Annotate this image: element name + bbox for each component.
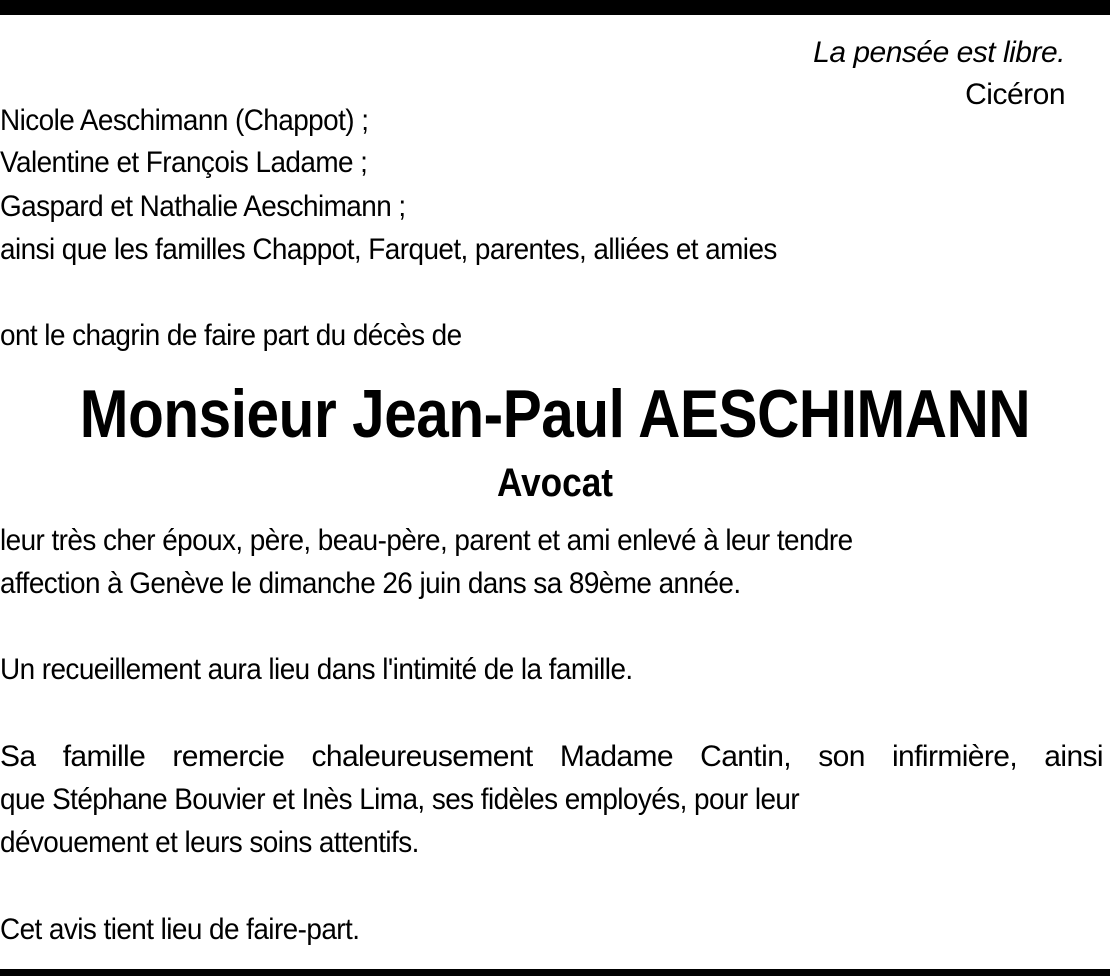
family-line-3: Gaspard et Nathalie Aeschimann ; — [0, 190, 406, 223]
ceremony-text: Un recueillement aura lieu dans l'intimité de la famille. — [0, 653, 633, 686]
top-border-rule — [0, 0, 1110, 15]
tribute-line-1: leur très cher époux, père, beau-père, parent et ami enlevé à leur tendre — [0, 524, 853, 557]
tribute-line-2: affection à Genève le dimanche 26 juin dans sa 89ème année. — [0, 567, 741, 600]
deceased-profession: Avocat — [496, 461, 614, 505]
family-line-1: Nicole Aeschimann (Chappot) ; — [0, 104, 369, 137]
family-line-2: Valentine et François Ladame ; — [0, 146, 368, 179]
bottom-border-rule — [0, 969, 1110, 976]
epigraph-text: La pensée est libre. — [813, 36, 1065, 69]
thanks-line-2: que Stéphane Bouvier et Inès Lima, ses fidèles employés, pour leur — [0, 783, 800, 816]
epigraph-author: Cicéron — [965, 78, 1065, 111]
thanks-line-3: dévouement et leurs soins attentifs. — [0, 826, 419, 859]
family-line-4: ainsi que les familles Chappot, Farquet, parentes, alliées et amies — [0, 233, 777, 266]
closing-text: Cet avis tient lieu de faire-part. — [0, 913, 360, 946]
thanks-line-1: Sa famille remercie chaleureusement Madame Cantin, son infirmière, ainsi — [0, 740, 1103, 773]
announcement-text: ont le chagrin de faire part du décès de — [0, 319, 462, 352]
deceased-name: Monsieur Jean-Paul AESCHIMANN — [79, 376, 1031, 452]
epigraph — [813, 32, 1065, 116]
